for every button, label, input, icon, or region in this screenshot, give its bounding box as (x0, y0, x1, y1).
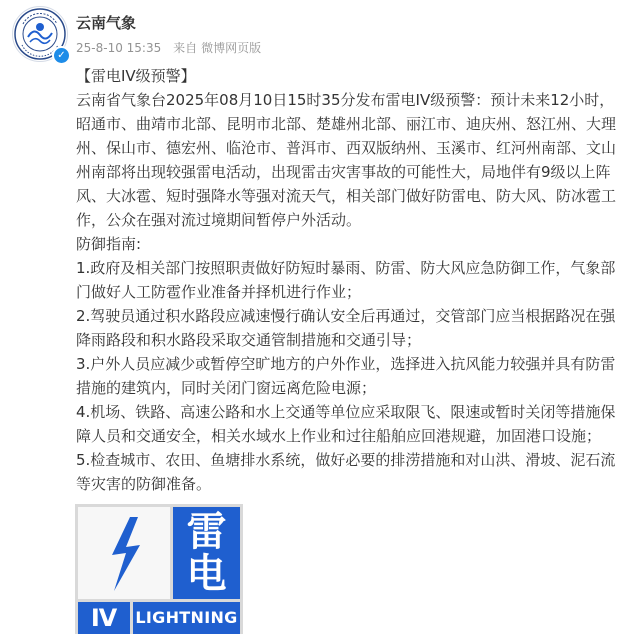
post-header (12, 6, 612, 60)
guide-item-5: 5.检查城市、农田、鱼塘排水系统，做好必要的排涝措施和对山洪、滑坡、泥石流等灾害的防御准备。 (76, 451, 616, 493)
guide-item-2: 2.驾驶员通过积水路段应减速慢行确认安全后再通过，交管部门应当根据路况在强降雨路段和积水路段采取交通管制措施和交通引导； (76, 307, 616, 349)
badge-word: LIGHTNING (133, 602, 240, 634)
badge-char-1: 雷 (186, 509, 227, 555)
lightning-bolt-icon (78, 507, 170, 599)
post-content (76, 64, 616, 496)
warning-title: 【雷电IV级预警】 (76, 67, 196, 85)
guide-item-4: 4.机场、铁路、高速公路和水上交通等单位应采取限飞、限速或暂时关闭等措施保障人员和交通安全，相关水域水上作业和过往船舶应回港规避，加固港口设施； (76, 403, 616, 445)
user-name[interactable]: 云南气象 (76, 14, 137, 32)
warning-body: 云南省气象台2025年08月10日15时35分发布雷电IV级预警：预计未来12小时，昭通市、曲靖市北部、昆明市北部、楚雄州北部、丽江市、迪庆州、怒江州、大理州、保山市、德宏州、临沧市、普洱市、西双版纳州、玉溪市、红河州南部、文山州南部将出现较强雷电活动，出现雷击灾害事故的可能性大，局地伴有9级以上阵风、大冰雹、短时强降水等强对流天气，相关部门做好防雷电、防大风、防冰雹工作，公众在强对流过境期间暂停户外活动。 (76, 91, 617, 229)
guide-heading: 防御指南: (76, 235, 142, 253)
warning-badge-image[interactable] (75, 504, 243, 634)
guide-item-1: 1.政府及相关部门按照职责做好防短时暴雨、防雷、防大风应急防御工作，气象部门做好人工防雹作业准备并择机进行作业； (76, 259, 616, 301)
guide-item-3: 3.户外人员应减少或暂停空旷地方的户外作业，选择进入抗风能力较强并具有防雷措施的建筑内，同时关闭门窗远离危险电源； (76, 355, 616, 397)
post-source: 微博网页版 (201, 41, 262, 55)
badge-level: Ⅳ (78, 602, 130, 634)
post-meta (76, 39, 269, 56)
post-time[interactable]: 25-8-10 15:35 (76, 41, 162, 55)
verified-badge-icon: ✓ (52, 46, 71, 65)
badge-text-panel (173, 507, 240, 599)
source-label: 来自 (173, 41, 198, 55)
badge-char-2: 电 (186, 551, 227, 597)
badge-icon-panel (78, 507, 170, 599)
